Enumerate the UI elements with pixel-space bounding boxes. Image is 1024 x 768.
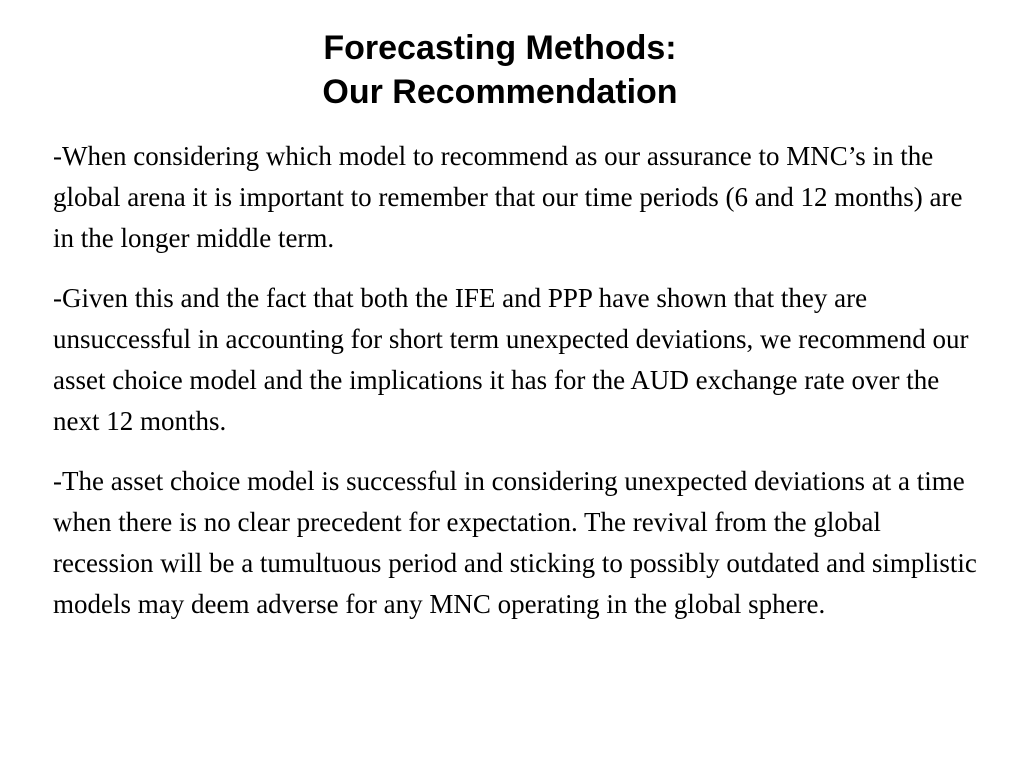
title-line-2: Our Recommendation [322,73,678,111]
paragraph-asset-choice: -The asset choice model is successful in considering unexpected deviations at a time when there is no clear precedent for expectation. The revival from the global recession will be a tumultuous period and sticking to possibly outdated and simplistic models may deem adverse for any MNC operating in the global sphere. [53,466,977,619]
paragraph-ife-ppp: -Given this and the fact that both the IFE and PPP have shown that they are unsuccessful in accounting for short term unexpected deviations, we recommend our asset choice model and the implications it has for the AUD exchange rate over the next 12 months. [53,283,969,436]
paragraph-model-recommendation: -When considering which model to recommend as our assurance to MNC’s in the global arena it is important to remember that our time periods (6 and 12 months) are in the longer middle term. [53,141,963,253]
title-line-1: Forecasting Methods: [323,29,677,67]
slide-body [53,136,988,644]
slide-title [0,26,1000,114]
